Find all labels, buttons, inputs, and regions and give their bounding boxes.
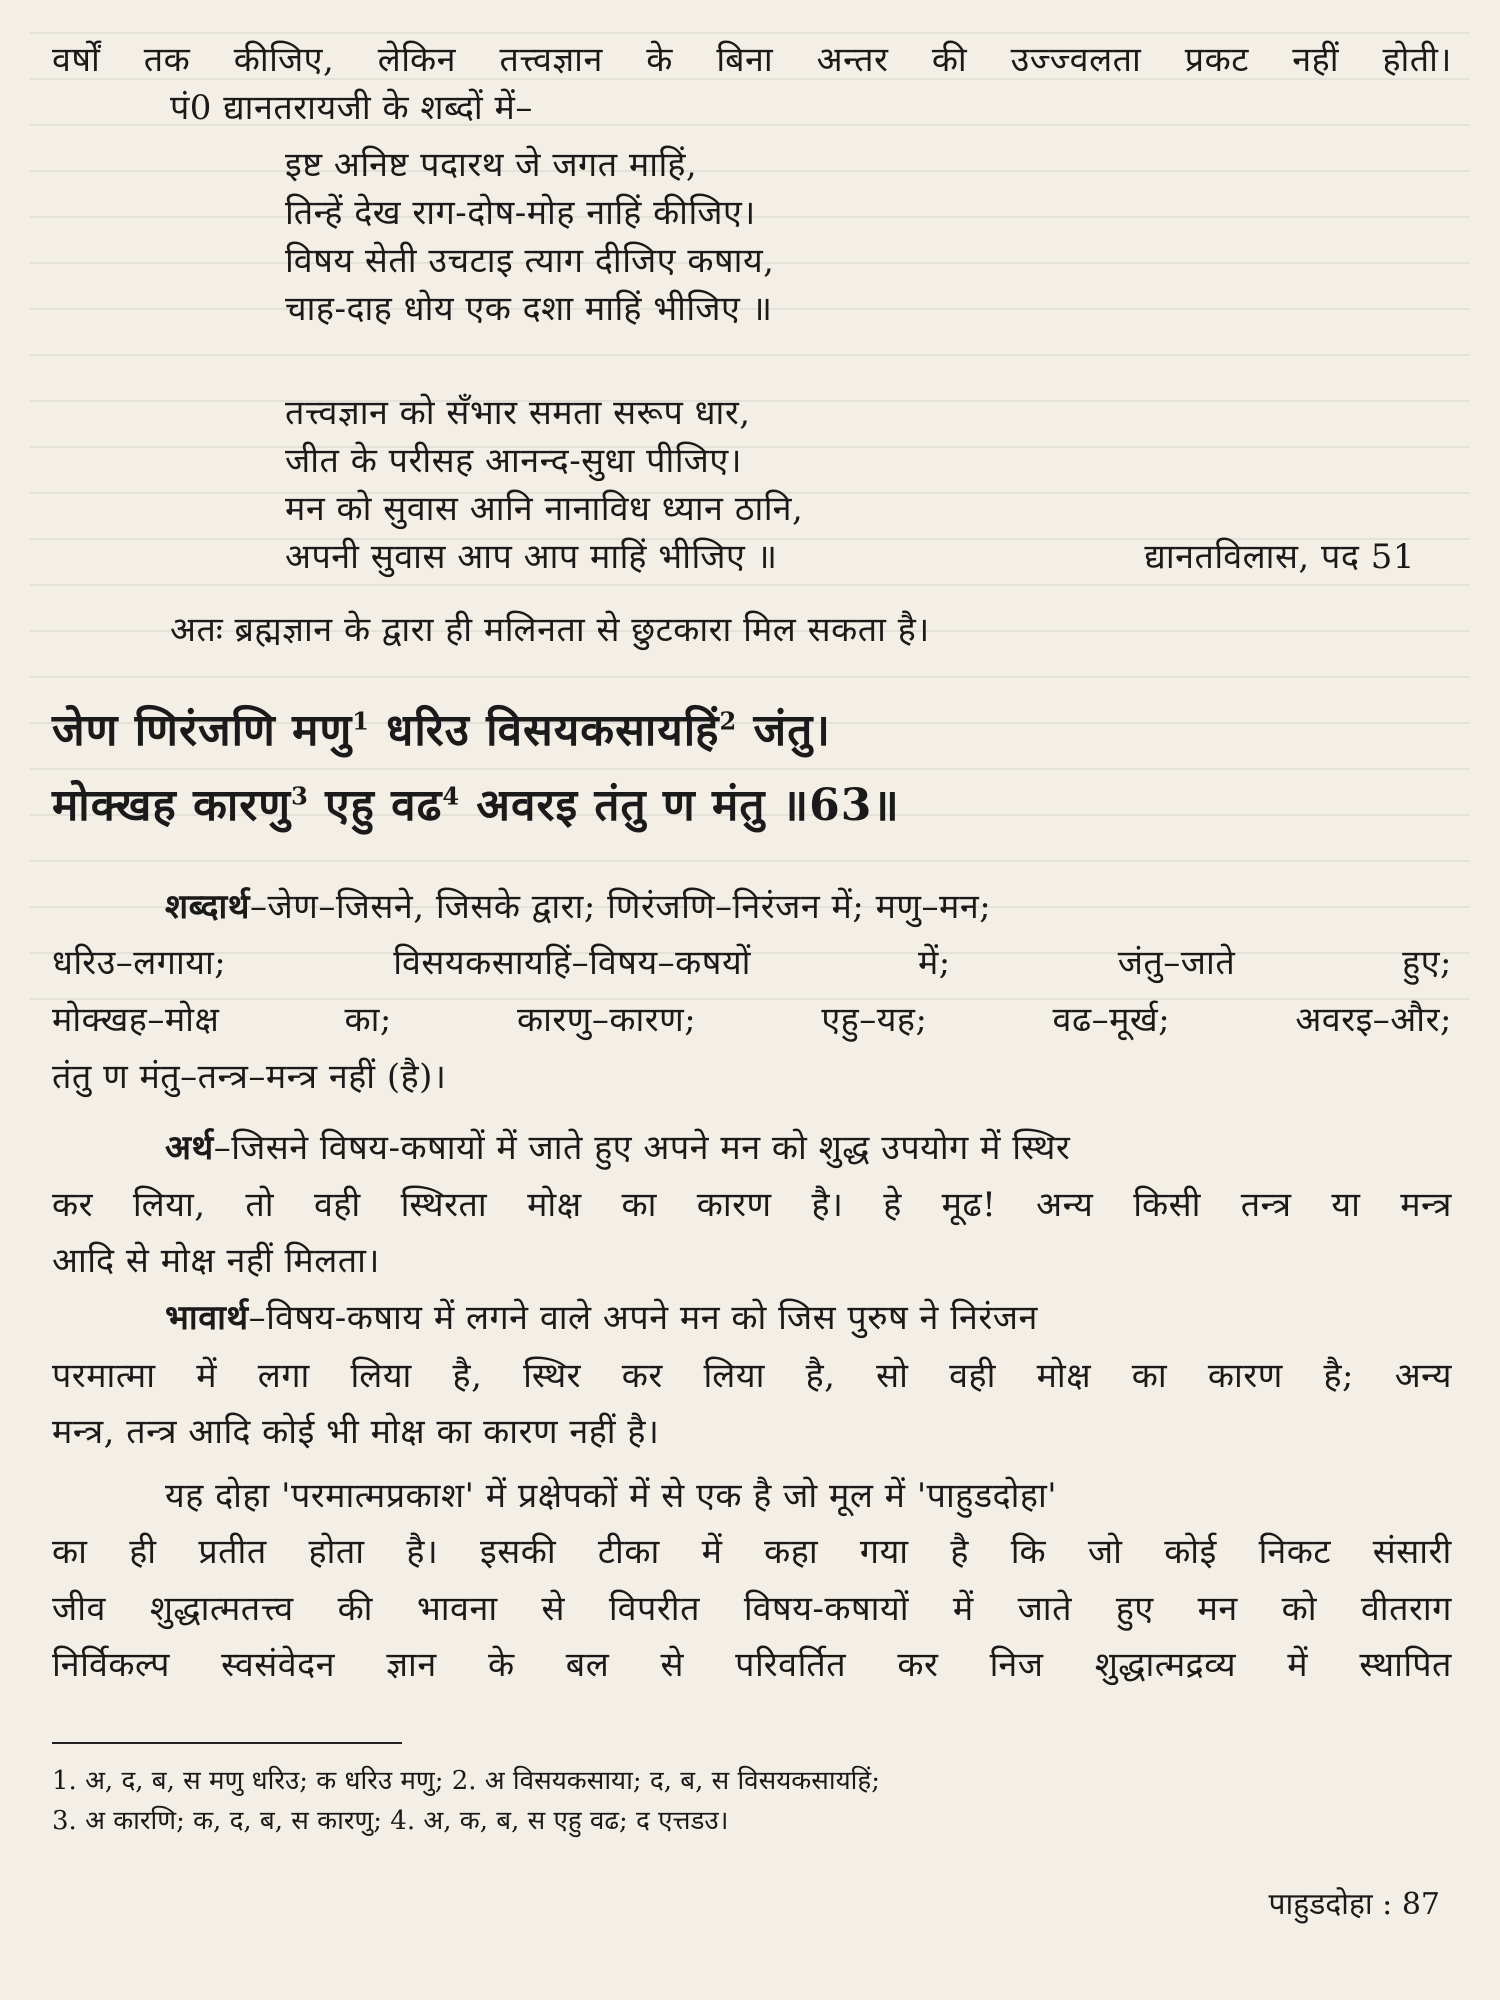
word: का bbox=[52, 1532, 88, 1572]
arth-label: अर्थ bbox=[165, 1128, 214, 1168]
word: में; bbox=[917, 943, 951, 983]
conclusion-line: अतः ब्रह्मज्ञान के द्वारा ही मलिनता से छुटकारा मिल सकता है। bbox=[170, 610, 930, 650]
word: तन्त्र bbox=[1240, 1185, 1292, 1225]
word: जो bbox=[1087, 1532, 1123, 1572]
text-line bbox=[52, 40, 1452, 80]
word: वर्षों bbox=[52, 40, 101, 80]
word: लिया bbox=[703, 1356, 765, 1396]
word: जाते bbox=[1017, 1589, 1072, 1629]
footnote-rule bbox=[52, 1742, 402, 1744]
word: कर bbox=[897, 1645, 939, 1685]
word: सो bbox=[876, 1356, 909, 1396]
word: विसयकसायहिं–विषय–कषयों bbox=[393, 943, 751, 983]
text-line: तंतु ण मंतु–तन्त्र–मन्त्र नहीं (है)। bbox=[52, 1057, 447, 1097]
word: अन्य bbox=[1394, 1356, 1452, 1396]
word: कीजिए, bbox=[233, 40, 335, 80]
word: में bbox=[701, 1532, 723, 1572]
word: कारणु–कारण; bbox=[516, 1000, 697, 1040]
word: शुद्धात्मतत्त्व bbox=[149, 1589, 294, 1629]
word: तक bbox=[143, 40, 191, 80]
verse-text: अपनी सुवास आप आप माहिं भीजिए ॥ bbox=[285, 537, 778, 577]
word: कोई bbox=[1164, 1532, 1217, 1572]
footnote-ref: 2 bbox=[719, 706, 738, 736]
arth-line bbox=[165, 1128, 1070, 1168]
word: परमात्मा bbox=[52, 1356, 156, 1396]
word: प्रतीत bbox=[198, 1532, 267, 1572]
word: तत्त्वज्ञान bbox=[499, 40, 603, 80]
word: स्थिरता bbox=[400, 1185, 488, 1225]
verse-line-with-source bbox=[285, 537, 1415, 577]
word: अवरइ–और; bbox=[1295, 1000, 1452, 1040]
text-line bbox=[52, 1532, 1452, 1572]
doha-text: जंतु। bbox=[737, 705, 831, 756]
text-line bbox=[52, 1000, 1452, 1040]
word: कहा bbox=[764, 1532, 819, 1572]
bhavarth-label: भावार्थ bbox=[165, 1298, 249, 1338]
word: किसी bbox=[1133, 1185, 1201, 1225]
footnote-text: 1. अ, द, ब, स मणु धरिउ; क धरिउ मणु; 2. अ विसयकसाया; द, ब, स विसयकसायहिं; bbox=[52, 1766, 880, 1796]
word: हुए; bbox=[1402, 943, 1452, 983]
word: स्थिर bbox=[523, 1356, 582, 1396]
verse-source: द्यानतविलास, पद 51 bbox=[1144, 537, 1415, 577]
word: मोक्ष bbox=[527, 1185, 582, 1225]
word: है। bbox=[811, 1185, 844, 1225]
word: लिया bbox=[350, 1356, 412, 1396]
verse-line: इष्ट अनिष्ट पदारथ जे जगत माहिं, bbox=[285, 145, 698, 185]
doha-line-1 bbox=[52, 705, 831, 757]
word: मोक्ष bbox=[1036, 1356, 1092, 1396]
word: अन्य bbox=[1036, 1185, 1094, 1225]
doha-text: अवरइ तंतु ण मंतु ॥63॥ bbox=[460, 780, 900, 831]
word: जंतु–जाते bbox=[1117, 943, 1236, 983]
word: मोक्खह–मोक्ष bbox=[52, 1000, 220, 1040]
word: स्वसंवेदन bbox=[221, 1645, 336, 1685]
footnote-ref: 3 bbox=[291, 781, 309, 811]
word: कर bbox=[621, 1356, 663, 1396]
word: ही bbox=[129, 1532, 157, 1572]
word: मन bbox=[1197, 1589, 1238, 1629]
text-line: यह दोहा 'परमात्मप्रकाश' में प्रक्षेपकों में से एक है जो मूल में 'पाहुडदोहा' bbox=[165, 1476, 1058, 1516]
doha-text: मोक्खह कारणु bbox=[52, 780, 292, 831]
word: संसारी bbox=[1372, 1532, 1452, 1572]
word: होती। bbox=[1382, 40, 1452, 80]
word: मन्त्र bbox=[1400, 1185, 1452, 1225]
text-line: आदि से मोक्ष नहीं मिलता। bbox=[52, 1241, 380, 1281]
doha-text: धरिउ विसयकसायहिं bbox=[369, 705, 720, 756]
footnote-line bbox=[52, 1765, 1452, 1797]
word: लगा bbox=[257, 1356, 310, 1396]
verse-line: तिन्हें देख राग-दोष-मोह नाहिं कीजिए। bbox=[285, 193, 756, 233]
shabdarth-label: शब्दार्थ bbox=[165, 887, 251, 927]
word: से bbox=[541, 1589, 565, 1629]
footnote-text: 3. अ कारणि; क, द, ब, स कारणु; 4. अ, क, ब, स एहु वढ; द एत्तडउ। bbox=[52, 1806, 729, 1836]
word: उज्ज्वलता bbox=[1010, 40, 1142, 80]
word: भावना bbox=[416, 1589, 498, 1629]
verse-line: जीत के परीसह आनन्द-सुधा पीजिए। bbox=[285, 441, 743, 481]
word: तो bbox=[245, 1185, 275, 1225]
text-line bbox=[52, 1645, 1452, 1685]
word: निर्विकल्प bbox=[52, 1645, 170, 1685]
word: का; bbox=[344, 1000, 392, 1040]
word: की bbox=[337, 1589, 373, 1629]
doha-text: एहु वढ bbox=[308, 780, 443, 831]
word: इसकी bbox=[480, 1532, 557, 1572]
word: हे bbox=[883, 1185, 902, 1225]
word: प्रकट bbox=[1184, 40, 1249, 80]
word: वढ–मूर्ख; bbox=[1052, 1000, 1171, 1040]
verse-line: विषय सेती उचटाइ त्याग दीजिए कषाय, bbox=[285, 241, 775, 281]
word: वीतराग bbox=[1360, 1589, 1452, 1629]
text-line bbox=[170, 88, 533, 128]
verse-line: चाह-दाह धोय एक दशा माहिं भीजिए ॥ bbox=[285, 289, 773, 329]
word: है, bbox=[805, 1356, 836, 1396]
word: बल bbox=[565, 1645, 610, 1685]
word: का bbox=[621, 1185, 657, 1225]
word: कारण bbox=[1207, 1356, 1283, 1396]
word: निज bbox=[989, 1645, 1044, 1685]
footnote-line bbox=[52, 1805, 1452, 1837]
word: मूढ! bbox=[941, 1185, 997, 1225]
word: वही bbox=[313, 1185, 361, 1225]
word: एहु–यह; bbox=[821, 1000, 928, 1040]
shabdarth-line bbox=[165, 887, 1452, 927]
word: विषय-कषायों bbox=[743, 1589, 909, 1629]
footnote-ref: 1 bbox=[352, 706, 370, 736]
word: कि bbox=[1010, 1532, 1047, 1572]
word: परिवर्तित bbox=[735, 1645, 847, 1685]
word: की bbox=[931, 40, 968, 80]
word: नहीं bbox=[1292, 40, 1340, 80]
word: को bbox=[1281, 1589, 1318, 1629]
word: से bbox=[660, 1645, 684, 1685]
word: वही bbox=[949, 1356, 996, 1396]
word: के bbox=[646, 40, 673, 80]
text-span: –विषय-कषाय में लगने वाले अपने मन को जिस पुरुष ने निरंजन bbox=[248, 1298, 1038, 1338]
word: अन्तर bbox=[816, 40, 889, 80]
word: गया bbox=[859, 1532, 909, 1572]
word: है, bbox=[452, 1356, 483, 1396]
text-span: पं0 द्यानतरायजी के शब्दों में– bbox=[170, 88, 533, 128]
word: कर bbox=[52, 1185, 94, 1225]
word: लेकिन bbox=[377, 40, 457, 80]
word: शुद्धात्मद्रव्य bbox=[1094, 1645, 1237, 1685]
verse-line: तत्त्वज्ञान को सँभार समता सरूप धार, bbox=[285, 393, 751, 433]
word: के bbox=[487, 1645, 515, 1685]
word: टीका bbox=[597, 1532, 660, 1572]
text-span: –जेण–जिसने, जिसके द्वारा; णिरंजणि–निरंजन में; मणु–मन; bbox=[250, 887, 992, 927]
word: होता bbox=[308, 1532, 365, 1572]
word: में bbox=[952, 1589, 974, 1629]
word: हुए bbox=[1115, 1589, 1154, 1629]
word: में bbox=[1287, 1645, 1309, 1685]
word: ज्ञान bbox=[386, 1645, 437, 1685]
doha-text: जेण णिरंजणि मणु bbox=[52, 705, 353, 756]
text-line bbox=[52, 1589, 1452, 1629]
verse-line: मन को सुवास आनि नानाविध ध्यान ठानि, bbox=[285, 489, 804, 529]
bhavarth-line bbox=[165, 1298, 1038, 1338]
word: स्थापित bbox=[1359, 1645, 1452, 1685]
page-folio: पाहुडदोहा : 87 bbox=[1268, 1887, 1440, 1922]
text-span: –जिसने विषय-कषायों में जाते हुए अपने मन को शुद्ध उपयोग में स्थिर bbox=[213, 1128, 1071, 1168]
word: जीव bbox=[52, 1589, 106, 1629]
word: निकट bbox=[1258, 1532, 1332, 1572]
word: धरिउ–लगाया; bbox=[52, 943, 227, 983]
word: है; bbox=[1323, 1356, 1355, 1396]
text-line bbox=[52, 1356, 1452, 1396]
word: है। bbox=[406, 1532, 439, 1572]
text-line bbox=[52, 943, 1452, 983]
word: में bbox=[196, 1356, 218, 1396]
word: लिया, bbox=[132, 1185, 206, 1225]
word: कारण bbox=[696, 1185, 772, 1225]
text-line bbox=[52, 1185, 1452, 1225]
word: बिना bbox=[716, 40, 774, 80]
doha-line-2 bbox=[52, 780, 900, 832]
word: विपरीत bbox=[608, 1589, 700, 1629]
word: का bbox=[1131, 1356, 1168, 1396]
footnote-ref: 4 bbox=[442, 781, 461, 811]
text-line: मन्त्र, तन्त्र आदि कोई भी मोक्ष का कारण नहीं है। bbox=[52, 1412, 660, 1452]
word: है bbox=[950, 1532, 969, 1572]
word: या bbox=[1331, 1185, 1361, 1225]
